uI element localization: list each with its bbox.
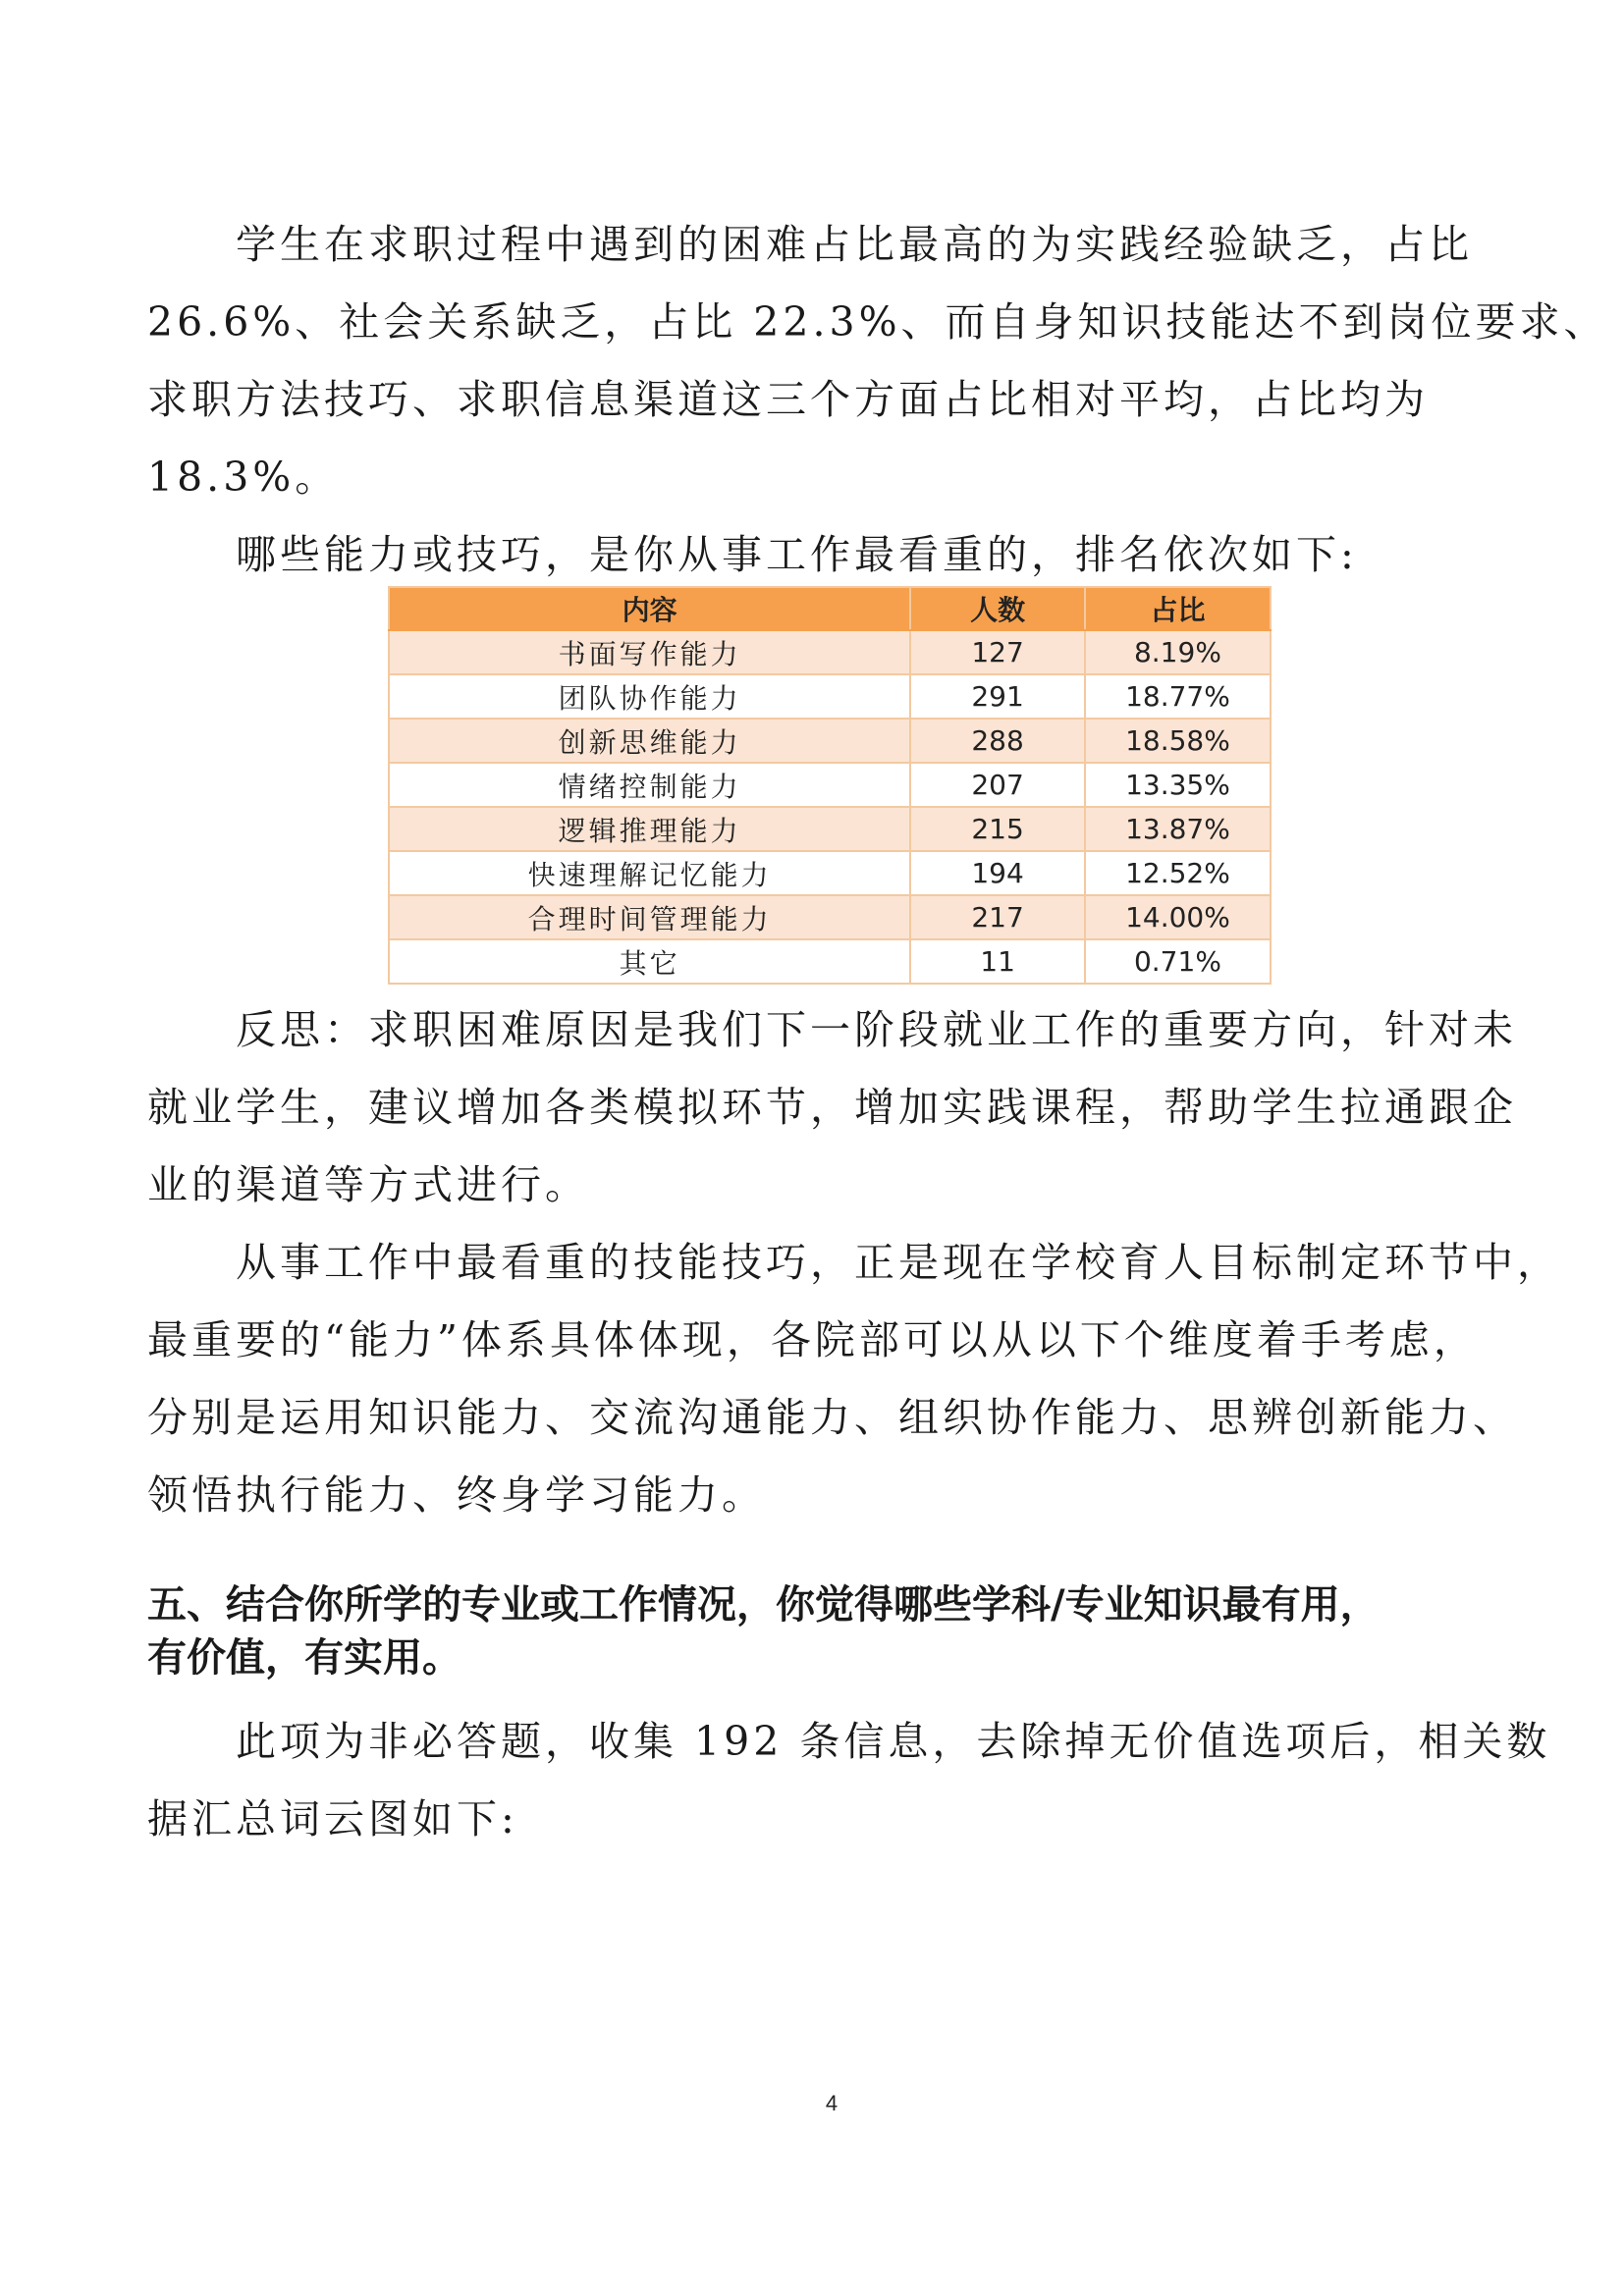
difficulty-paragraph bbox=[147, 206, 1608, 516]
row-name: 快速理解记忆能力 bbox=[389, 851, 910, 895]
row-ratio: 14.00% bbox=[1085, 895, 1271, 939]
row-count: 194 bbox=[910, 851, 1085, 895]
row-name: 情绪控制能力 bbox=[389, 763, 910, 807]
paragraph-line: 求职方法技巧、求职信息渠道这三个方面占比相对平均，占比均为 bbox=[147, 376, 1429, 423]
row-ratio: 12.52% bbox=[1085, 851, 1271, 895]
page-number: 4 bbox=[825, 2091, 839, 2115]
row-name: 团队协作能力 bbox=[389, 674, 910, 719]
header-content: 内容 bbox=[389, 587, 910, 630]
skills-paragraph bbox=[147, 1224, 1561, 1534]
row-count: 217 bbox=[910, 895, 1085, 939]
header-count: 人数 bbox=[910, 587, 1085, 630]
paragraph-line: 业的渠道等方式进行。 bbox=[147, 1161, 589, 1208]
table-row bbox=[389, 939, 1271, 984]
paragraph-line: 据汇总词云图如下: bbox=[147, 1795, 518, 1842]
ability-table bbox=[388, 586, 1272, 985]
section-five-body bbox=[147, 1703, 1551, 1858]
row-name: 其它 bbox=[389, 939, 910, 984]
table-row bbox=[389, 807, 1271, 851]
row-name: 逻辑推理能力 bbox=[389, 807, 910, 851]
header-ratio: 占比 bbox=[1085, 587, 1271, 630]
row-ratio: 0.71% bbox=[1085, 939, 1271, 984]
row-name: 合理时间管理能力 bbox=[389, 895, 910, 939]
table-row bbox=[389, 851, 1271, 895]
row-count: 215 bbox=[910, 807, 1085, 851]
row-count: 291 bbox=[910, 674, 1085, 719]
table-row bbox=[389, 719, 1271, 763]
row-count: 11 bbox=[910, 939, 1085, 984]
paragraph-line: 领悟执行能力、终身学习能力。 bbox=[147, 1471, 766, 1519]
reflection-paragraph bbox=[147, 991, 1517, 1224]
table-row bbox=[389, 674, 1271, 719]
row-ratio: 18.58% bbox=[1085, 719, 1271, 763]
row-count: 288 bbox=[910, 719, 1085, 763]
paragraph-line: 就业学生，建议增加各类模拟环节，增加实践课程，帮助学生拉通跟企 bbox=[147, 1084, 1517, 1131]
table-row bbox=[389, 763, 1271, 807]
paragraph-line: 从事工作中最看重的技能技巧，正是现在学校育人目标制定环节中， bbox=[236, 1239, 1561, 1286]
paragraph-line: 学生在求职过程中遇到的困难占比最高的为实践经验缺乏，占比 bbox=[236, 221, 1473, 268]
paragraph-line: 反思：求职困难原因是我们下一阶段就业工作的重要方向，针对未 bbox=[236, 1006, 1517, 1053]
row-name: 创新思维能力 bbox=[389, 719, 910, 763]
row-count: 127 bbox=[910, 630, 1085, 674]
paragraph-line: 最重要的“能力”体系具体体现，各院部可以从以下个维度着手考虑， bbox=[147, 1316, 1478, 1363]
row-ratio: 8.19% bbox=[1085, 630, 1271, 674]
table-row bbox=[389, 630, 1271, 674]
row-name: 书面写作能力 bbox=[389, 630, 910, 674]
paragraph-line: 18.3%。 bbox=[147, 454, 340, 501]
table-row bbox=[389, 895, 1271, 939]
section-five-heading: 五、结合你所学的专业或工作情况，你觉得哪些学科/专业知识最有用， 有价值，有实用。 bbox=[147, 1582, 1380, 1681]
table-header-row bbox=[389, 587, 1271, 630]
row-count: 207 bbox=[910, 763, 1085, 807]
paragraph-line: 此项为非必答题，收集 192 条信息，去除掉无价值选项后，相关数 bbox=[236, 1718, 1551, 1765]
ranking-intro: 哪些能力或技巧，是你从事工作最看重的，排名依次如下: bbox=[236, 531, 1358, 578]
paragraph-line: 分别是运用知识能力、交流沟通能力、组织协作能力、思辨创新能力、 bbox=[147, 1394, 1517, 1441]
row-ratio: 13.87% bbox=[1085, 807, 1271, 851]
row-ratio: 18.77% bbox=[1085, 674, 1271, 719]
paragraph-line: 26.6%、社会关系缺乏，占比 22.3%、而自身知识技能达不到岗位要求、 bbox=[147, 298, 1608, 346]
row-ratio: 13.35% bbox=[1085, 763, 1271, 807]
